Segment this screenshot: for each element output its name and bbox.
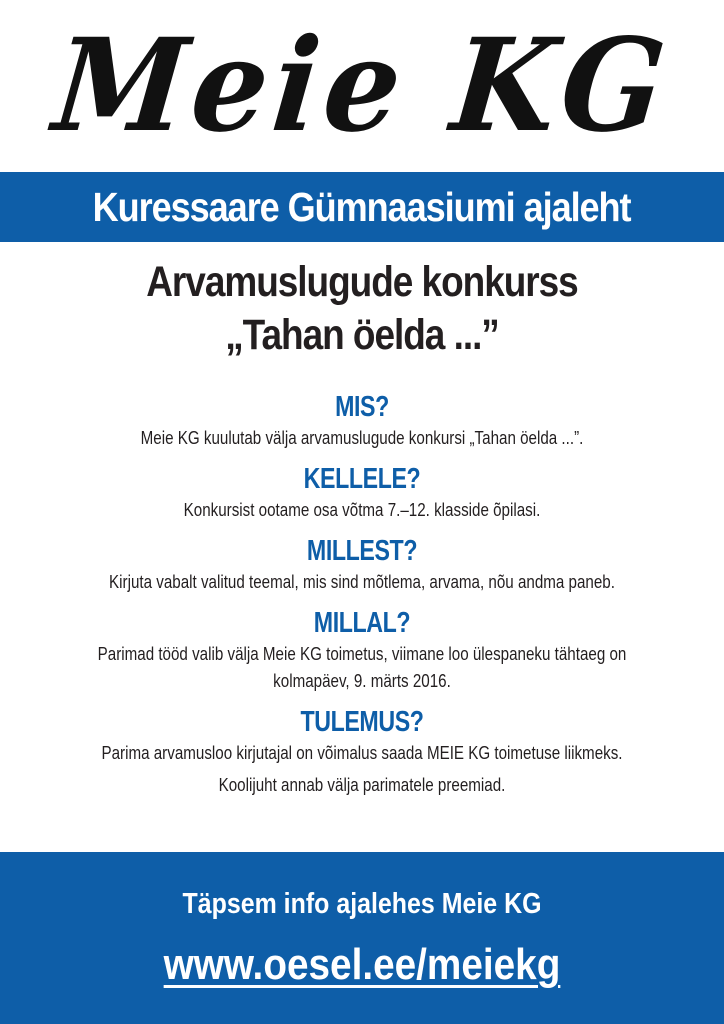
section-heading-what: MIS?	[335, 391, 389, 423]
section-about-what	[0, 534, 724, 595]
newspaper-logo-title: Meie KG	[47, 11, 677, 161]
section-text-result-line-2: Koolijuht annab välja parimatele preemiad.	[218, 774, 506, 795]
contest-headline	[0, 256, 724, 362]
footer-info-text: Täpsem info ajalehes Meie KG	[182, 888, 542, 920]
section-result	[0, 705, 724, 798]
section-what	[0, 390, 724, 451]
newspaper-subtitle: Kuressaare Gümnaasiumi ajaleht	[93, 183, 631, 230]
section-heading-for-whom: KELLELE?	[303, 463, 421, 495]
section-text-result-line-1: Parima arvamusloo kirjutajal on võimalus saada MEIE KG toimetuse liikmeks.	[101, 742, 623, 763]
contest-details	[0, 390, 724, 798]
section-text-when-line-2: kolmapäev, 9. märts 2016.	[273, 670, 451, 691]
website-link[interactable]: www.oesel.ee/meiekg	[163, 940, 561, 989]
section-text-for-whom: Konkursist ootame osa võtma 7.–12. klasside õpilasi.	[183, 499, 541, 520]
masthead	[0, 0, 724, 172]
section-heading-result: TULEMUS?	[300, 706, 424, 738]
section-heading-about-what: MILLEST?	[306, 535, 418, 567]
section-text-what: Meie KG kuulutab välja arvamuslugude konkursi „Tahan öelda ...”.	[140, 427, 584, 448]
subtitle-band	[0, 172, 724, 242]
section-when	[0, 606, 724, 694]
section-text-when-line-1: Parimad tööd valib välja Meie KG toimetus, viimane loo ülespaneku tähtaeg on	[97, 643, 627, 664]
section-for-whom	[0, 462, 724, 523]
headline-line-2: „Tahan öelda ...”	[225, 311, 499, 359]
section-text-about-what: Kirjuta vabalt valitud teemal, mis sind mõtlema, arvama, nõu andma paneb.	[109, 571, 615, 592]
headline-line-1: Arvamuslugude konkurss	[146, 258, 578, 306]
footer-band	[0, 852, 724, 1024]
section-heading-when: MILLAL?	[313, 607, 411, 639]
